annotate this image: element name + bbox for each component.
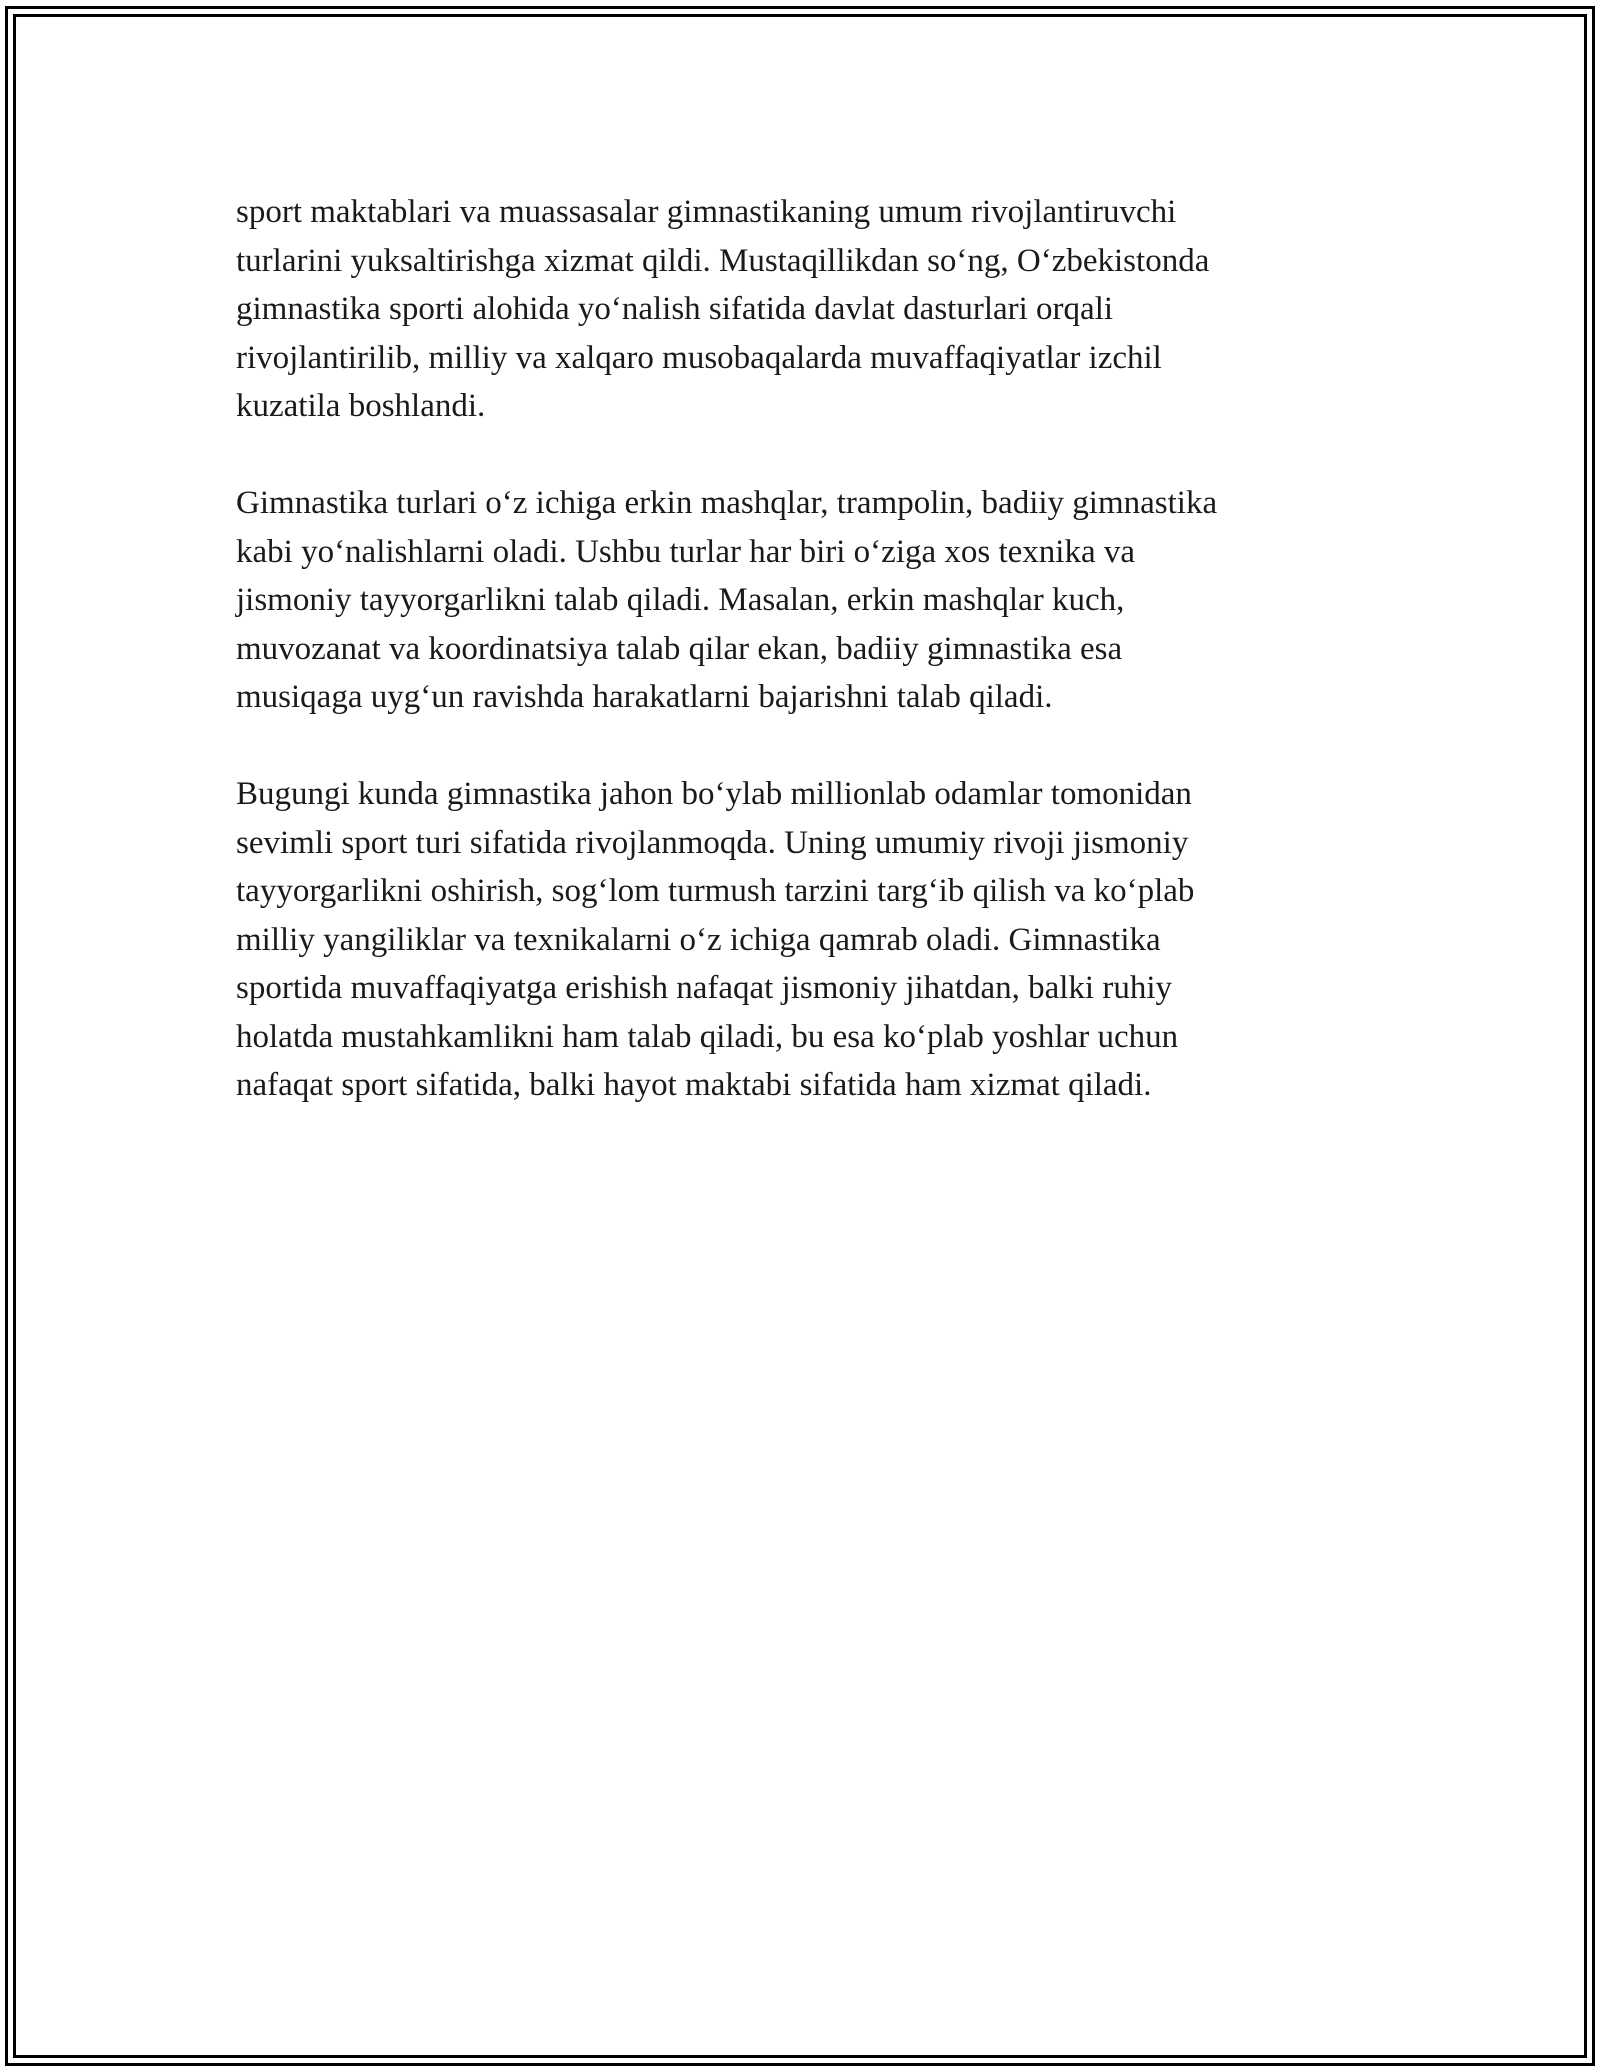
text-line: holatda mustahkamlikni ham talab qiladi, bu esa ko‘plab yoshlar uchun: [236, 1018, 1179, 1055]
text-line: kuzatila boshlandi.: [236, 388, 486, 424]
text-line: kabi yo‘nalishlarni oladi. Ushbu turlar har biri o‘ziga xos texnika va: [236, 533, 1136, 570]
text-line: tayyorgarlikni oshirish, sog‘lom turmush tarzini targ‘ib qilish va ko‘plab: [236, 873, 1195, 909]
text-line: turlarini yuksaltirishga xizmat qildi. Mustaqillikdan so‘ng, O‘zbekistonda: [236, 242, 1210, 279]
text-line: sport maktablari va muassasalar gimnastikaning umum rivojlantiruvchi: [236, 194, 1177, 230]
text-line: nafaqat sport sifatida, balki hayot maktabi sifatida ham xizmat qiladi.: [236, 1067, 1152, 1103]
text-line: sportida muvaffaqiyatga erishish nafaqat jismoniy jihatdan, balki ruhiy: [236, 970, 1173, 1006]
paragraph-3: [236, 770, 1356, 1110]
text-line: Gimnastika turlari o‘z ichiga erkin mashqlar, trampolin, badiiy gimnastika: [236, 485, 1218, 521]
text-line: jismoniy tayyorgarlikni talab qiladi. Masalan, erkin mashqlar kuch,: [236, 582, 1125, 618]
paragraph-2: [236, 479, 1356, 722]
text-line: milliy yangiliklar va texnikalarni o‘z ichiga qamrab oladi. Gimnastika: [236, 921, 1161, 958]
text-line: rivojlantirilib, milliy va xalqaro musobaqalarda muvaffaqiyatlar izchil: [236, 339, 1162, 376]
text-line: gimnastika sporti alohida yo‘nalish sifatida davlat dasturlari orqali: [236, 291, 1114, 327]
paragraph-1: [236, 188, 1356, 431]
text-line: musiqaga uyg‘un ravishda harakatlarni bajarishni talab qiladi.: [236, 679, 1053, 715]
text-line: muvozanat va koordinatsiya talab qilar ekan, badiiy gimnastika esa: [236, 630, 1123, 667]
document-body: [236, 188, 1356, 1158]
text-line: sevimli sport turi sifatida rivojlanmoqda. Uning umumiy rivoji jismoniy: [236, 824, 1189, 861]
text-line: Bugungi kunda gimnastika jahon bo‘ylab millionlab odamlar tomonidan: [236, 776, 1192, 812]
